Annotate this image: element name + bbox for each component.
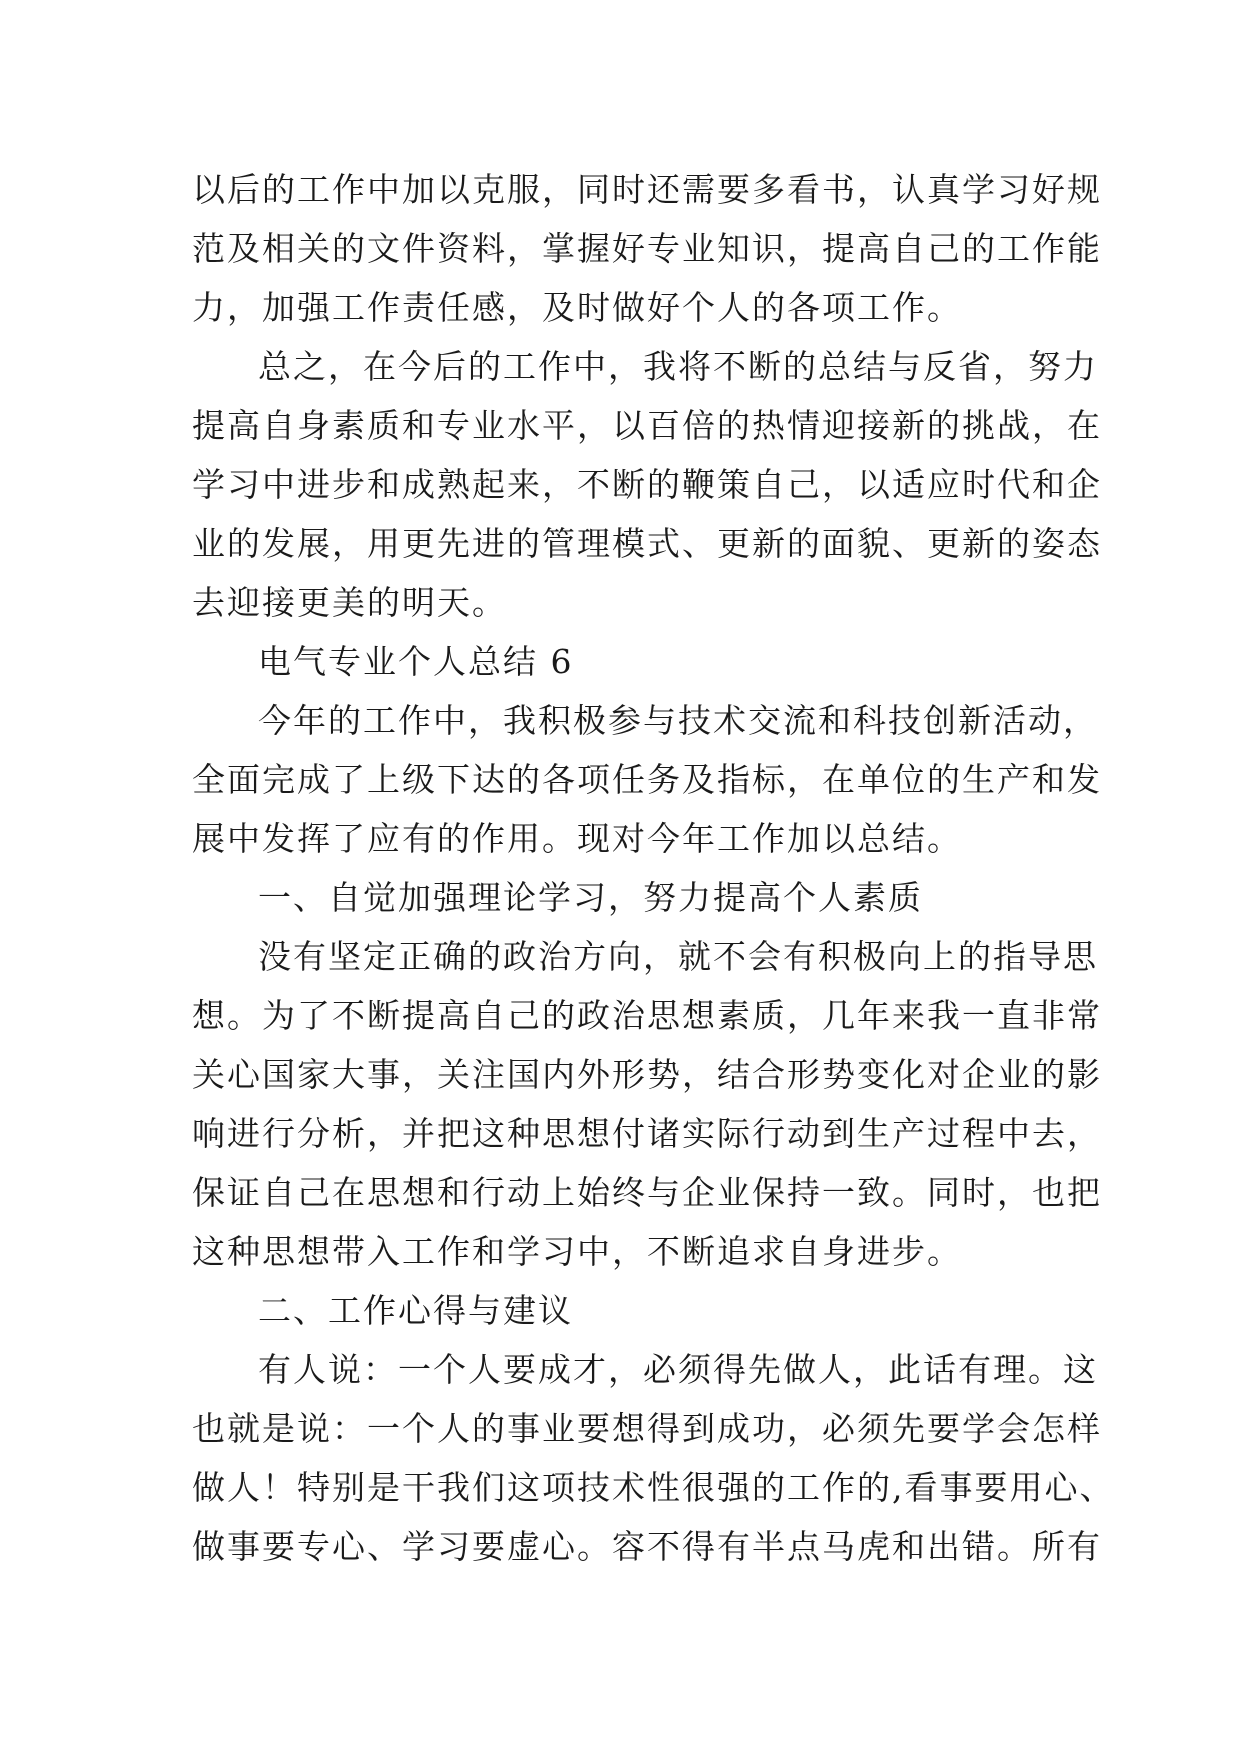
- text-line: 学习中进步和成熟起来，不断的鞭策自己，以适应时代和企: [192, 465, 1102, 504]
- document-body: [192, 160, 1115, 1576]
- text-line: 今年的工作中，我积极参与技术交流和科技创新活动，: [258, 701, 1098, 740]
- text-line: 业的发展，用更先进的管理模式、更新的面貌、更新的姿态: [192, 524, 1102, 563]
- text-line: 力，加强工作责任感，及时做好个人的各项工作。: [192, 288, 962, 327]
- text-line: 响进行分析，并把这种思想付诸实际行动到生产过程中去，: [192, 1114, 1102, 1153]
- text-line: 做事要专心、学习要虚心。容不得有半点马虎和出错。所有: [192, 1527, 1102, 1566]
- text-line: 一、自觉加强理论学习，努力提高个人素质: [258, 878, 923, 917]
- text-line: 做人！特别是干我们这项技术性很强的工作的,看事要用心、: [192, 1468, 1115, 1507]
- text-line: 想。为了不断提高自己的政治思想素质，几年来我一直非常: [192, 996, 1102, 1035]
- text-line: 范及相关的文件资料，掌握好专业知识，提高自己的工作能: [192, 229, 1102, 268]
- text-line: 提高自身素质和专业水平，以百倍的热情迎接新的挑战，在: [192, 406, 1102, 445]
- text-line: 也就是说：一个人的事业要想得到成功，必须先要学会怎样: [192, 1409, 1102, 1448]
- text-line: 去迎接更美的明天。: [192, 583, 507, 622]
- text-line: 电气专业个人总结 6: [258, 642, 574, 681]
- text-line: 保证自己在思想和行动上始终与企业保持一致。同时，也把: [192, 1173, 1102, 1212]
- text-line: 没有坚定正确的政治方向，就不会有积极向上的指导思: [258, 937, 1098, 976]
- text-line: 这种思想带入工作和学习中，不断追求自身进步。: [192, 1232, 962, 1271]
- text-line: 总之，在今后的工作中，我将不断的总结与反省，努力: [258, 347, 1098, 386]
- text-line: 全面完成了上级下达的各项任务及指标，在单位的生产和发: [192, 760, 1102, 799]
- text-line: 以后的工作中加以克服，同时还需要多看书，认真学习好规: [192, 170, 1102, 209]
- text-line: 展中发挥了应有的作用。现对今年工作加以总结。: [192, 819, 962, 858]
- text-line: 二、工作心得与建议: [258, 1291, 573, 1330]
- text-line: 有人说：一个人要成才，必须得先做人，此话有理。这: [258, 1350, 1098, 1389]
- text-line: 关心国家大事，关注国内外形势，结合形势变化对企业的影: [192, 1055, 1102, 1094]
